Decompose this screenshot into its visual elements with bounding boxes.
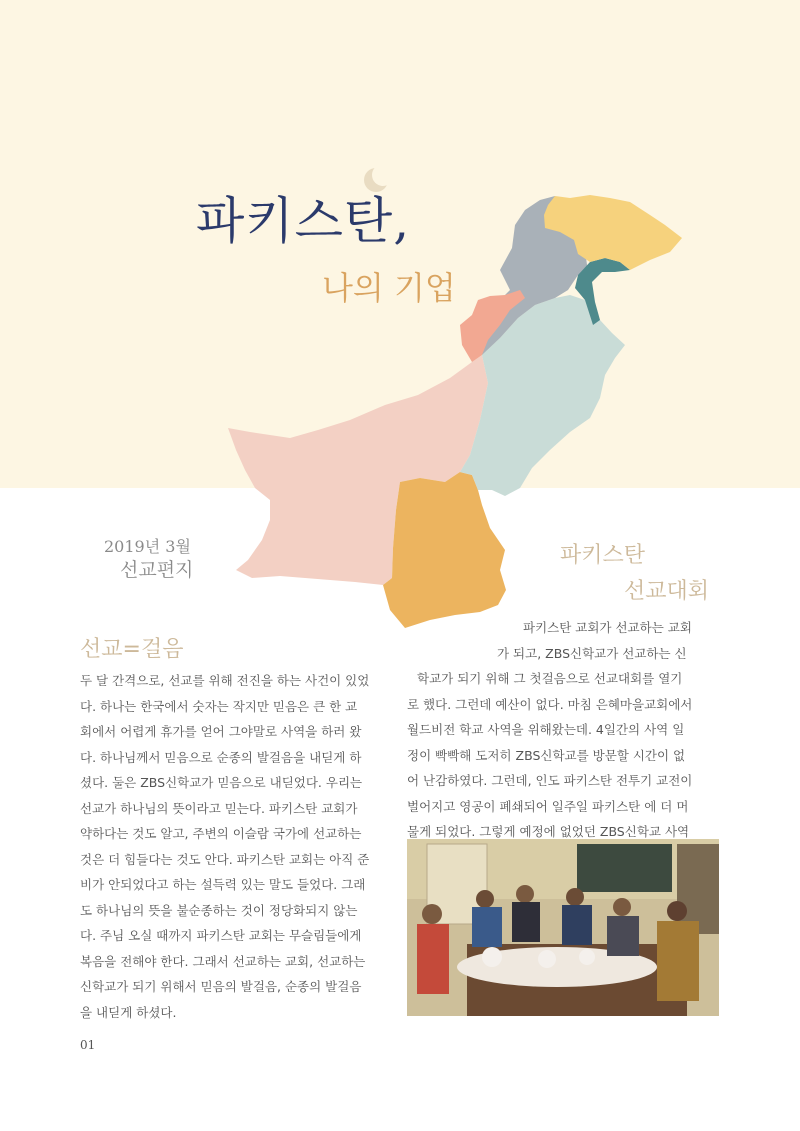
text-line: 비가 안되었다고 하는 설득력 있는 말도 들었다. 그래 — [80, 877, 366, 892]
letter-type: 선교편지 — [120, 559, 194, 581]
text-line: 두 달 간격으로, 선교를 위해 전진을 하는 사건이 있었 — [80, 673, 370, 688]
crescent-moon-icon — [364, 164, 394, 192]
text-line: 학교가 되기 위해 그 첫걸음으로 선교대회를 열기 — [417, 671, 683, 686]
text-line: 어 난감하였다. 그런데, 인도 파키스탄 전투기 교전이 — [407, 773, 693, 788]
text-line: 다. 주님 오실 때까지 파키스탄 교회는 무슬림들에게 — [80, 928, 362, 943]
text-line: 을 내딛게 하셨다. — [80, 1004, 177, 1020]
region-sindh — [383, 472, 506, 628]
text-line: 벌어지고 영공이 폐쇄되어 일주일 파키스탄 에 더 머 — [407, 798, 689, 814]
section-heading-right-line2: 선교대회 — [624, 579, 710, 604]
text-line: 도 하나님의 뜻을 불순종하는 것이 정당화되지 않는 — [80, 902, 358, 918]
right-body-text — [407, 615, 719, 845]
text-line: 선교가 하나님의 뜻이라고 믿는다. 파키스탄 교회가 — [80, 800, 358, 816]
text-line: 파키스탄 교회가 선교하는 교회 — [523, 620, 692, 635]
section-heading-left: 선교=걸음 — [80, 637, 184, 662]
text-line: 셨다. 둘은 ZBS신학교가 믿음으로 내딛었다. 우리는 — [80, 775, 363, 790]
text-line: 약하다는 것도 알고, 주변의 이슬람 국가에 선교하는 — [80, 826, 362, 841]
text-line: 것은 더 힘들다는 것도 안다. 파키스탄 교회는 아직 준 — [80, 851, 370, 867]
group-photo — [407, 839, 719, 1016]
left-body-text — [80, 668, 392, 1025]
text-line: 로 했다. 그런데 예산이 없다. 마침 은혜마을교회에서 — [407, 696, 693, 712]
page-subtitle: 나의 기업 — [322, 269, 456, 307]
text-line: 가 되고, ZBS신학교가 선교하는 신 — [497, 645, 687, 661]
section-heading-right-line1: 파키스탄 — [560, 543, 646, 568]
text-line: 신학교가 되기 위해서 믿음의 발걸음, 순종의 발걸음 — [80, 979, 362, 994]
letter-date: 2019년 3월 — [104, 537, 191, 556]
text-line: 월드비전 학교 사역을 위해왔는데. 4일간의 사역 일 — [407, 722, 685, 737]
text-line: 복음을 전해야 한다. 그래서 선교하는 교회, 선교하는 — [80, 953, 366, 969]
page-number: 01 — [80, 1038, 96, 1052]
page-title: 파키스탄, — [196, 192, 411, 250]
text-line: 다. 하나는 한국에서 숫자는 작지만 믿음은 큰 한 교 — [80, 698, 358, 714]
text-line: 정이 빡빡해 도저히 ZBS신학교를 방문할 시간이 없 — [407, 747, 686, 763]
text-line: 물게 되었다. 그렇게 예정에 없었던 ZBS신학교 사역 — [407, 824, 690, 839]
text-line: 회에서 어렵게 휴가를 얻어 그야말로 사역을 하러 왔 — [80, 724, 362, 739]
text-line: 다. 하나님께서 믿음으로 순종의 발걸음을 내딛게 하 — [80, 749, 362, 765]
